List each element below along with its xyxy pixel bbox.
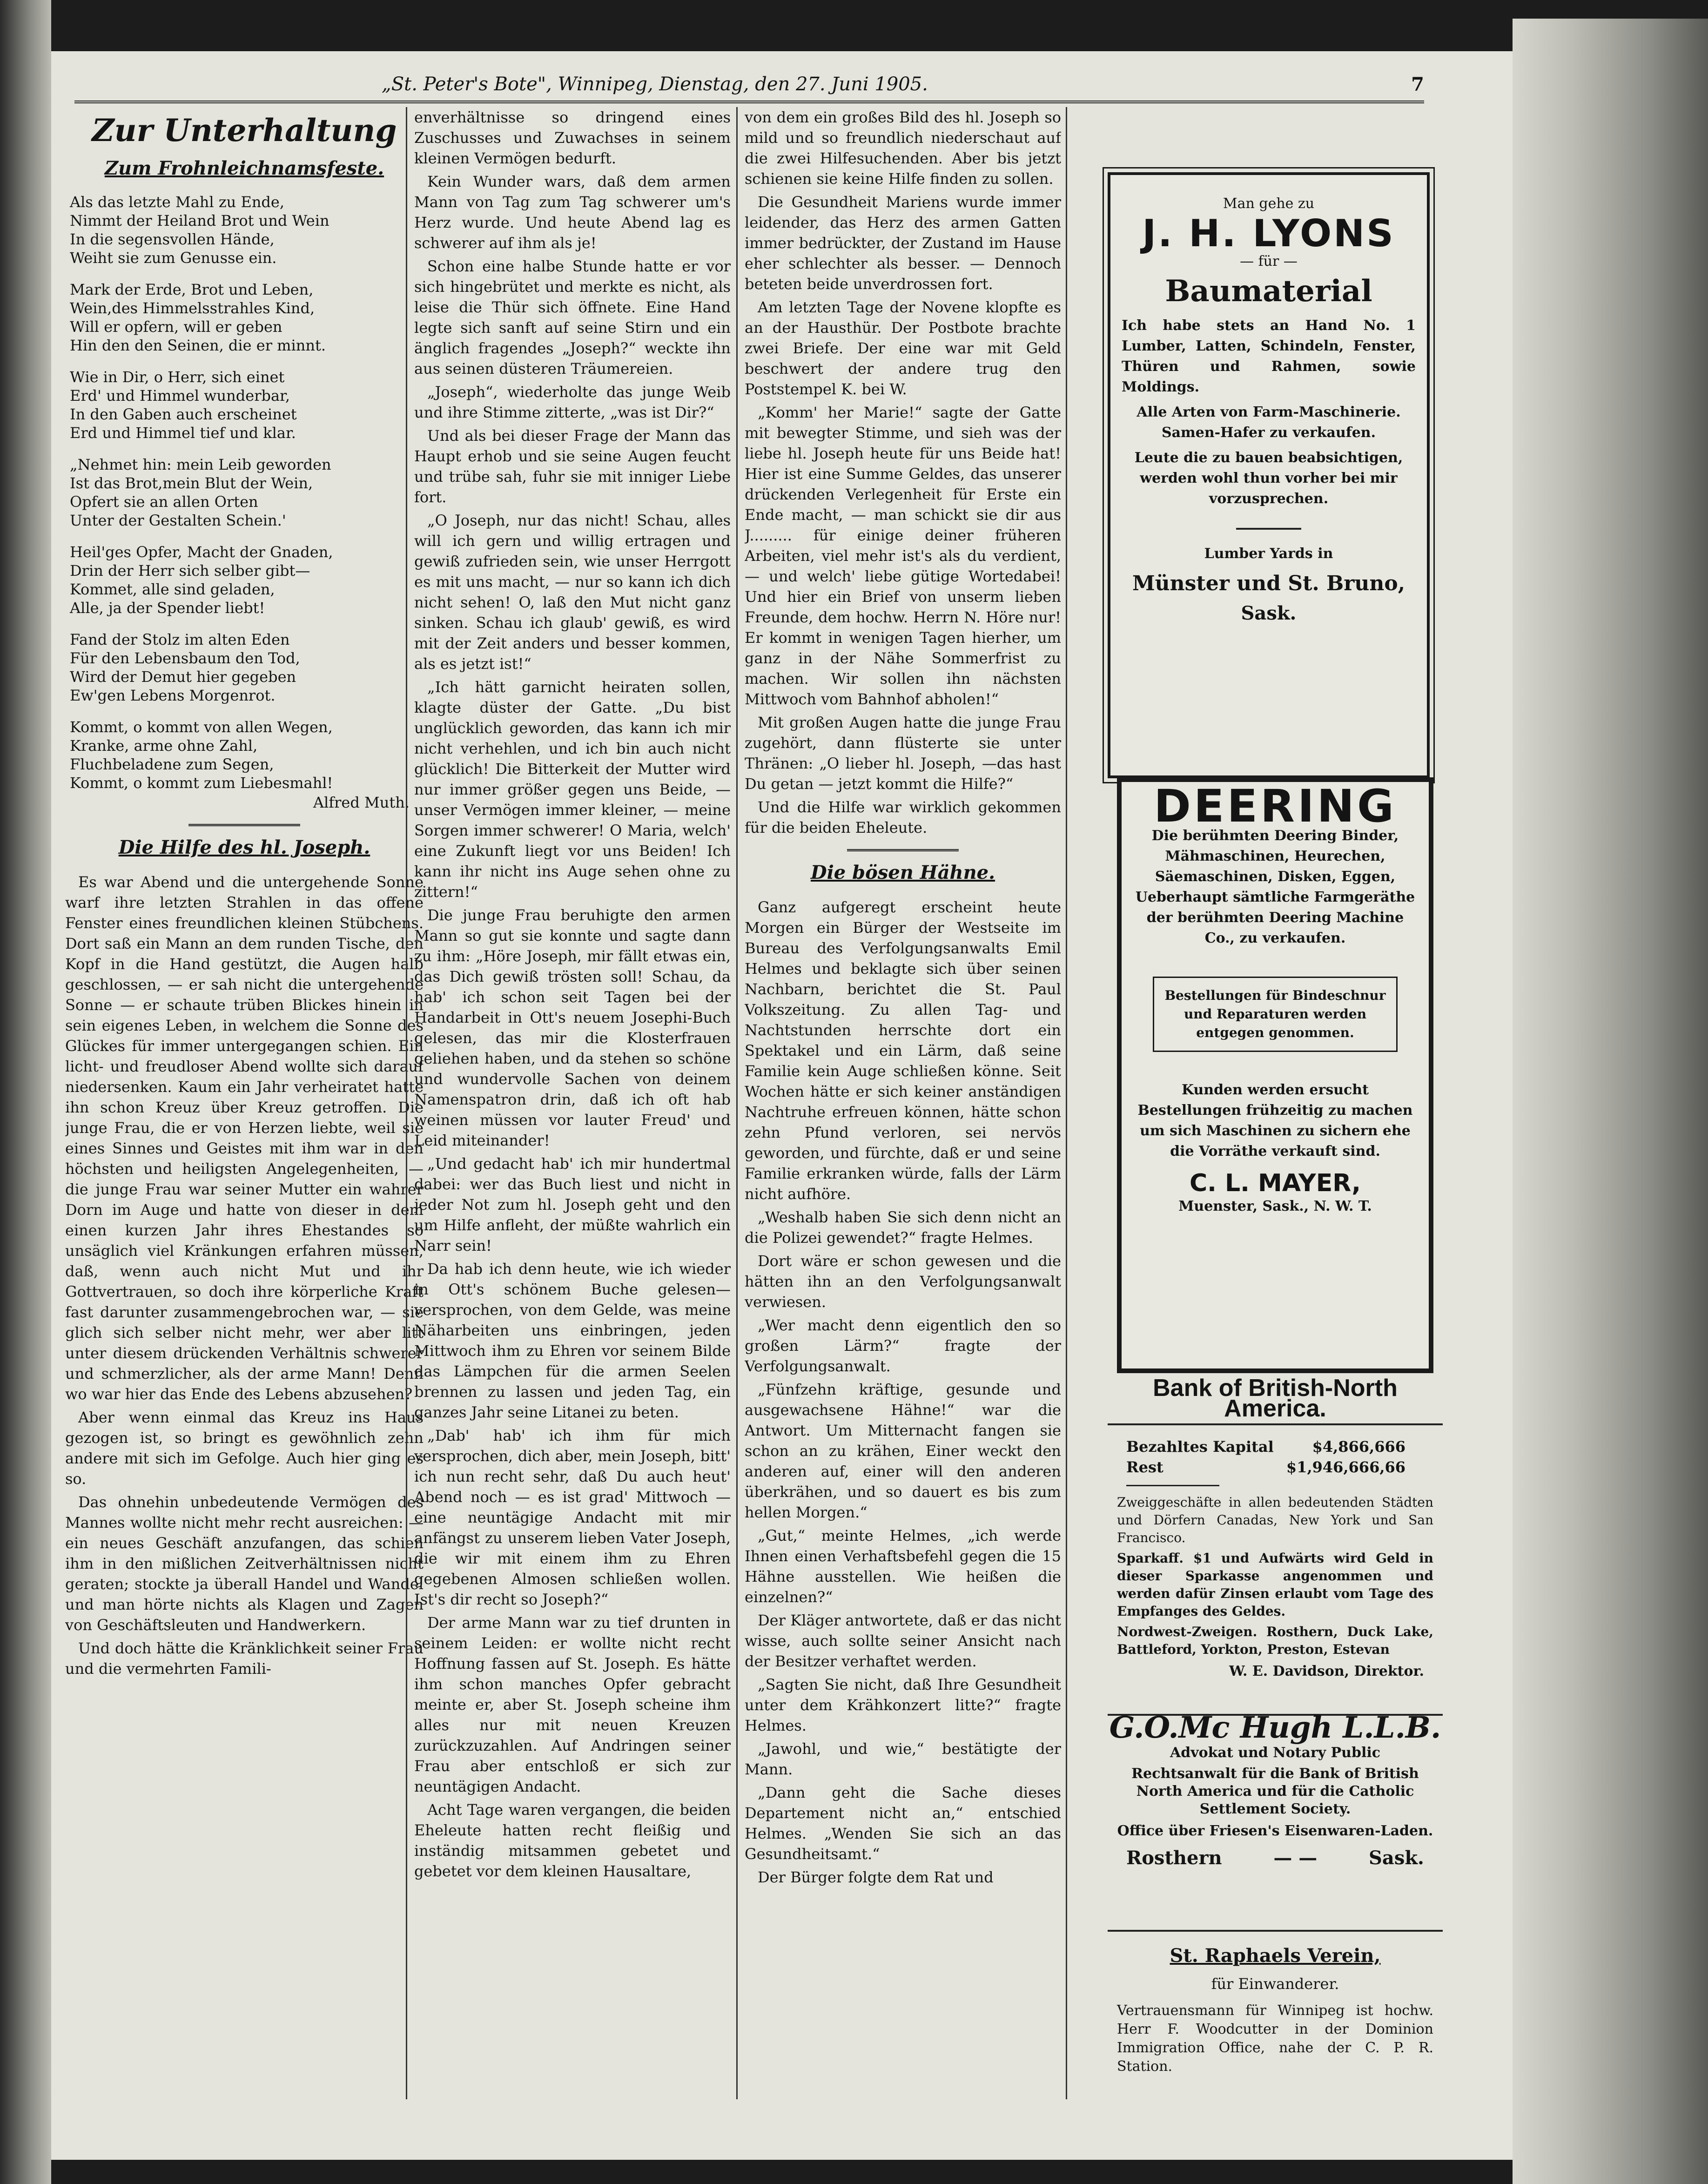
poem-author: Alfred Muth. xyxy=(313,794,410,811)
page-header xyxy=(56,70,1433,102)
ad-raphael-sub: für Einwanderer. xyxy=(1211,1975,1339,1993)
ad-bank-branches: Zweiggeschäfte in allen bedeutenden Städten und Dörfern Canadas, New York und San Francisco. xyxy=(1117,1495,1433,1545)
paragraph: „Ich hätt garnicht heiraten sollen, klagte düster der Gatte. „Du bist unglücklich geworden, das kann ich mir nicht verhehlen, und ich bin auch nicht glücklich! Die Bitterkeit der Mutter wird nur immer größer gegen uns Beide, — unser Vermögen immer kleiner, — meine Sorgen immer schwerer! O Maria, welch' eine Zukunft liegt vor uns Beiden! Ich kann ihr nicht ins Auge sehen ohne zu zittern!“ xyxy=(414,678,731,901)
ad-raphael-title: St. Raphaels Verein, xyxy=(1170,1945,1381,1967)
ad-lyons-province: Sask. xyxy=(1241,602,1297,624)
ad-mchugh-name: G.O.Mc Hugh L.L.B. xyxy=(1109,1710,1441,1745)
section-title: Zur Unterhaltung xyxy=(92,112,397,148)
poem-stanza: Heil'ges Opfer, Macht der Gnaden, Drin der Herr sich selber gibt— Kommet, alle sind geladen, Alle, ja der Spender liebt! xyxy=(70,543,333,617)
divider xyxy=(188,824,300,826)
ad-bank-rest-label: Rest xyxy=(1126,1458,1163,1476)
ad-deering-name: DEERING xyxy=(1154,780,1397,832)
ad-mchugh xyxy=(1108,1710,1443,1922)
column-3 xyxy=(745,107,1061,2099)
header-rule xyxy=(74,101,1424,103)
poem-stanza: Mark der Erde, Brot und Leben, Wein,des Himmelsstrahles Kind, Will er opfern, will er geben Hin den den Seinen, die er minnt. xyxy=(70,281,326,354)
paragraph: Mit großen Augen hatte die junge Frau zugehört, dann flüsterte sie unter Thränen: „O lieber hl. Joseph, —das hast Du getan — jetzt kommt die Hilfe?“ xyxy=(745,714,1061,793)
poem-stanza: Wie in Dir, o Herr, sich einet Erd' und Himmel wunderbar, In den Gaben auch erscheinet Erd und Himmel tief und klar. xyxy=(70,368,297,442)
column-rule xyxy=(1066,107,1067,2099)
paragraph: „Joseph“, wiederholte das junge Weib und ihre Stimme zitterte, „was ist Dir?“ xyxy=(414,383,731,421)
column-1 xyxy=(65,107,424,2099)
paragraph: Und doch hätte die Kränklichkeit seiner Frau und die vermehrten Famili- xyxy=(65,1639,424,1678)
ad-deering-dealer: C. L. MAYER, xyxy=(1190,1169,1361,1197)
ad-lyons-body: Ich habe stets an Hand No. 1 Lumber, Latten, Schindeln, Fenster, Thüren und Rahmen, sowie Moldings. xyxy=(1122,317,1416,395)
ad-deering-address: Muenster, Sask., N. W. T. xyxy=(1178,1198,1372,1214)
ad-mchugh-city: Rosthern xyxy=(1126,1847,1222,1869)
ad-mchugh-dash: — — xyxy=(1273,1847,1318,1869)
ad-bank-savings: Sparkaff. $1 und Aufwärts wird Geld in dieser Sparkasse angenommen und werden dafür Zinsen erlaubt vom Tage des Empfanges des Geldes. xyxy=(1117,1550,1433,1619)
paragraph: Der arme Mann war zu tief drunten in seinem Leiden: er wollte nicht recht Hoffnung fassen auf St. Joseph. Es hätte ihm schon manches Opfer gebracht meinte er, aber St. Joseph scheine ihm alles nur mit neuen Kreuzen zurückzuzahlen. Auf Andringen seiner Frau aber entschloß er sich zur neuntägigen Andacht. xyxy=(414,1614,731,1795)
paragraph: Aber wenn einmal das Kreuz ins Haus gezogen ist, so bringt es gewöhnlich zehn andere mit sich im Gefolge. Auch hier ging es so. xyxy=(65,1409,424,1488)
ad-deering-notice: Kunden werden ersucht Bestellungen frühzeitig zu machen um sich Maschinen zu sichern ehe die Vorräthe verkauft sind. xyxy=(1137,1082,1413,1159)
ad-lyons-intro: Man gehe zu xyxy=(1223,195,1315,212)
masthead: „St. Peter's Bote", Winnipeg, Dienstag, den 27. Juni 1905. xyxy=(382,74,928,95)
paragraph: Es war Abend und die untergehende Sonne warf ihre letzten Strahlen in das offene Fenster eines freundlichen kleinen Stübchens. Dort saß ein Mann an dem runden Tische, den Kopf in die Hand gestützt, die Augen halb geschlossen, — er sah nicht die untergehende Sonne — er schaute trüben Blickes hinein in sein eigenes Leben, in welchem die Sonne des Glückes für immer untergegangen schien. Ein licht- und freudloser Abend wollte sich darauf niedersenken. Kaum ein Jahr verheiratet hatte ihn schon Kreuz über Kreuz getroffen. Die junge Frau, die er von Herzen liebte, weil sie eines Sinnes und Geistes mit ihm war in den höchsten und heiligsten Angelegenheiten, — die junge Frau war seiner Mutter ein wahrer Dorn im Auge und hatte von dieser in dem einen kurzen Jahr ihres Ehestandes so unsäglich viel Kränkungen erfahren müssen, daß, wenn auch nicht Mut und ihr Gottvertrauen, so doch ihre körperliche Kraft fast darunter zusammengebrochen war, — sie glich sich selber nicht mehr, wer aber litt unter diesem drückenden Verhältnis schwerer und schmerzlicher, als der arme Mann! Denn wo war hier das Ende des Lebens abzusehen? xyxy=(65,873,424,1403)
paragraph: „Sagten Sie nicht, daß Ihre Gesundheit unter dem Krähkonzert litte?“ fragte Helmes. xyxy=(745,1676,1061,1734)
ad-lyons-places: Münster und St. Bruno, xyxy=(1132,572,1405,595)
paragraph: Die Gesundheit Mariens wurde immer leidender, das Herz des armen Gatten immer bedrückter, der Zustand im Hause eher schlechter als besser. — Dennoch beteten beide unverdrossen fort. xyxy=(745,193,1061,293)
poem-title: Zum Frohnleichnamsfeste. xyxy=(104,157,384,179)
paragraph: Das ohnehin unbedeutende Vermögen des Mannes wollte nicht mehr recht ausreichen: — ein neues Geschäft anzufangen, das schien ihm in den mißlichen Zeitverhältnissen nicht geraten; stockte ja überall Handel und Wandel und man hörte nichts als Klagen und Zagen von Geschäftsleuten und Handwerkern. xyxy=(65,1493,424,1634)
ad-mchugh-office: Office über Friesen's Eisenwaren-Laden. xyxy=(1117,1823,1433,1839)
paragraph: „O Joseph, nur das nicht! Schau, alles will ich gern und willig ertragen und gewiß zufrieden sein, wie unser Herrgott es mit uns macht, — nur so kann ich dich nicht sehen! O, laß den Mut nicht ganz sinken. Schau ich glaub' gewiß, es wird mit der Zeit anders und besser kommen, als es jetzt ist!“ xyxy=(414,512,731,673)
ad-bank-rest-row xyxy=(1126,1457,1405,1477)
column-rule xyxy=(736,107,738,2099)
story-title: Die Hilfe des hl. Joseph. xyxy=(118,836,370,858)
paragraph: „Wer macht denn eigentlich den so großen Lärm?“ fragte der Verfolgungsanwalt. xyxy=(745,1316,1061,1375)
page-content xyxy=(56,61,1452,2150)
divider xyxy=(847,849,959,851)
ad-bank-title: Bank of British-North America. xyxy=(1108,1378,1443,1425)
poem-stanza: „Nehmet hin: mein Leib geworden Ist das Brot,mein Blut der Wein, Opfert sie an allen Orten Unter der Gestalten Schein.' xyxy=(70,456,331,529)
poem-stanza: Als das letzte Mahl zu Ende, Nimmt der Heiland Brot und Wein In die segensvollen Hände, Weiht sie zum Genusse ein. xyxy=(70,193,329,267)
ad-mchugh-desc: Rechtsanwalt für die Bank of British North America und für die Catholic Settlement Society. xyxy=(1131,1766,1419,1817)
paragraph: Dort wäre er schon gewesen und die hätten ihn an den Verfolgungsanwalt verwiesen. xyxy=(745,1252,1061,1311)
paragraph: Ganz aufgeregt erscheint heute Morgen ein Bürger der Westseite im Bureau des Verfolgungsanwalts Emil Helmes und beklagte sich über seinen Nachbarn, berichtet die St. Paul Volkszeitung. Zu allen Tag- und Nachtstunden herrschte dort ein Spektakel und ein Lärm, daß seine Familie kein Auge schließen könne. Seit Wochen hätte er sich keiner anständigen Nachtruhe erfreuen können, hätte schon zehn Pfund verloren, sei nervös geworden, und fürchte, daß er und seine Familie erkranken würde, falls der Lärm nicht aufhöre. xyxy=(745,898,1061,1203)
paragraph: Und als bei dieser Frage der Mann das Haupt erhob und sie seine Augen feucht und trübe sah, fuhr sie mit inniger Liebe fort. xyxy=(414,427,731,506)
ad-bank-director: W. E. Davidson, Direktor. xyxy=(1229,1663,1424,1679)
ad-deering-order-box: Bestellungen für Bindeschnur und Reparaturen werden entgegen genommen. xyxy=(1153,977,1398,1052)
paragraph: Die junge Frau beruhigte den armen Mann so gut sie konnte und sagte dann zu ihm: „Höre Joseph, mir fällt etwas ein, das Dich gewiß trösten soll! Schau, da hab' ich schon seit Tagen bei der Handarbeit in Ott's neuem Josephi-Buch gelesen, das mir die Klosterfrauen geliehen haben, und da stehen so schöne und wundervolle Sachen von deinem Namenspatron drin, daß ich oft hab weinen müssen vor lauter Freud' und Leid miteinander! xyxy=(414,906,731,1149)
ad-bank-rest-value: $1,946,666,66 xyxy=(1286,1458,1405,1476)
ad-rule xyxy=(1108,1930,1443,1932)
ad-lyons-yards: Lumber Yards in xyxy=(1204,546,1333,562)
ad-lyons-fuer: — für — xyxy=(1240,253,1298,270)
paragraph: „Fünfzehn kräftige, gesunde und ausgewachsene Hähne!“ war die Antwort. Um Mitternacht fangen sie schon an zu krähen, Einer weckt den anderen auf, einer will den anderen überkrähen, und so dauert es bis zum hellen Morgen.“ xyxy=(745,1381,1061,1521)
paragraph: „Gut,“ meinte Helmes, „ich werde Ihnen einen Verhaftsbefehl gegen die 15 Hähne ausstellen. Wie heißen die einzelnen?“ xyxy=(745,1527,1061,1606)
ad-bank-capital-value: $4,866,666 xyxy=(1312,1438,1405,1456)
paragraph: Der Bürger folgte dem Rat und xyxy=(758,1868,994,1886)
ad-lyons-body2: Alle Arten von Farm-Maschinerie. Samen-Hafer zu verkaufen. xyxy=(1136,404,1401,441)
ad-bank xyxy=(1108,1375,1443,1704)
poem-stanza: Fand der Stolz im alten Eden Für den Lebensbaum den Tod, Wird der Demut hier gegeben Ew'gen Lebens Morgenrot. xyxy=(70,631,300,704)
paragraph: Kein Wunder wars, daß dem armen Mann von Tag zum Tag schwerer um's Herz wurde. Und heute Abend lag es schwerer auf ihm als je! xyxy=(414,173,731,252)
ad-lyons-name: J. H. LYONS xyxy=(1142,212,1395,255)
ad-bank-capital-label: Bezahltes Kapital xyxy=(1126,1438,1274,1456)
paragraph: Acht Tage waren vergangen, die beiden Eheleute hatten recht fleißig und inständig mitsammen gebetet und gebetet vor dem kleinen Hausaltare, xyxy=(414,1801,731,1880)
scan-left-edge xyxy=(0,0,51,2184)
ad-bank-nw: Nordwest-Zweigen. Rosthern, Duck Lake, Battleford, Yorkton, Preston, Estevan xyxy=(1117,1624,1433,1657)
column-2 xyxy=(414,107,731,2099)
paragraph: „Jawohl, und wie,“ bestätigte der Mann. xyxy=(745,1740,1061,1778)
poem-stanza: Kommt, o kommt von allen Wegen, Kranke, arme ohne Zahl, Fluchbeladene zum Segen, Kommt, o kommt zum Liebesmahl! xyxy=(70,718,333,792)
ad-lyons-product: Baumaterial xyxy=(1165,274,1372,309)
ad-mchugh-location xyxy=(1126,1848,1424,1868)
column-4-ads xyxy=(1070,107,1471,2146)
ad-mchugh-title: Advokat und Notary Public xyxy=(1170,1745,1381,1761)
page-number: 7 xyxy=(1411,74,1424,95)
ad-lyons xyxy=(1108,172,1430,778)
paragraph: Am letzten Tage der Novene klopfte es an der Hausthür. Der Postbote brachte zwei Briefe. Der eine war mit Geld beschwert der andere trug den Poststempel K. bei W. xyxy=(745,298,1061,398)
paragraph: „Weshalb haben Sie sich denn nicht an die Polizei gewendet?“ fragte Helmes. xyxy=(745,1208,1061,1247)
story-title: Die bösen Hähne. xyxy=(810,862,995,883)
paragraph: Und die Hilfe war wirklich gekommen für die beiden Eheleute. xyxy=(745,798,1061,836)
ad-raphael xyxy=(1108,1936,1443,2113)
ad-lyons-body3: Leute die zu bauen beabsichtigen, werden wohl thun vorher bei mir vorzusprechen. xyxy=(1134,450,1403,507)
divider xyxy=(1236,528,1301,530)
ad-raphael-body: Vertrauensmann für Winnipeg ist hochw. Herr F. Woodcutter in der Dominion Immigration Office, nahe der C. P. R. Station. xyxy=(1117,2002,1433,2075)
paragraph: „Und gedacht hab' ich mir hundertmal dabei: wer das Buch liest und nicht in jeder Not zum hl. Joseph geht und den um Hilfe anfleht, der müßte wahrlich ein Narr sein! xyxy=(414,1155,731,1254)
paragraph: „Dab' hab' ich ihm für mich versprochen, dich aber, mein Joseph, bitt' ich nun recht sehr, daß Du auch heut' Abend noch — es ist grad' Mittwoch —eine neuntägige Andacht mit mir anfängst zu unserem lieben Vater Joseph, die wir mit einem ihm zu Ehren gegebenen Almosen schließen wollen. Ist's dir recht so Joseph?“ xyxy=(414,1427,731,1608)
paragraph: von dem ein großes Bild des hl. Joseph so mild und so freundlich niederschaut auf die zwei Hilfesuchenden. Aber bis jetzt schienen sie keine Hilfe finden zu sollen. xyxy=(745,108,1061,188)
paragraph: enverhältnisse so dringend eines Zuschusses und Zuwachses in seinem kleinen Vermögen bedurft. xyxy=(414,108,731,167)
ad-deering-body: Die berühmten Deering Binder, Mähmaschinen, Heurechen, Säemaschinen, Disken, Eggen, Ueberhaupt sämtliche Farmgeräthe der berühmten Deering Machine Co., zu verkaufen. xyxy=(1135,828,1415,946)
paragraph: Da hab ich denn heute, wie ich wieder in Ott's schönem Buche gelesen— versprochen, von dem Gelde, was meine Näharbeiten uns einbringen, jeden Mittwoch ihm zu Ehren vor seinem Bilde das Lämpchen für die armen Seelen brennen zu lassen und jeden Tag, ein ganzes Jahr seine Litanei zu beten. xyxy=(414,1260,731,1421)
paragraph: Schon eine halbe Stunde hatte er vor sich hingebrütet und merkte es nicht, als leise die Thür sich öffnete. Eine Hand legte sich sanft auf seine Stirn und ein änglich fragendes „Joseph?“ weckte ihn aus seinen düsteren Träumereien. xyxy=(414,257,731,377)
ad-mchugh-province: Sask. xyxy=(1369,1847,1424,1869)
ad-deering xyxy=(1117,777,1433,1373)
column-rule xyxy=(406,107,407,2099)
paragraph: Der Kläger antwortete, daß er das nicht wisse, auch sollte seiner Ansicht nach der Besitzer verhaftet werden. xyxy=(745,1611,1061,1670)
ad-bank-capital-row xyxy=(1126,1436,1405,1457)
scan-binding-edge xyxy=(1513,19,1708,2184)
paragraph: „Komm' her Marie!“ sagte der Gatte mit bewegter Stimme, und sieh was der liebe hl. Joseph heute für uns Beide hat! Hier ist eine Summe Geldes, das unserer drückenden Verlegenheit für Erste ein Ende macht, — man schickt sie dir aus J......... für einige deiner früheren Arbeiten, viel mehr ist's als du verdient, — und welch' liebe gütige Wortedabei! Und hier ein Brief von unserm lieben Freunde, dem hochw. Herrn N. Höre nur! Er kommt in wenigen Tagen hierher, um ganz in der Nähe Sommerfrist zu machen. Wir sollen ihn nächsten Mittwoch vom Bahnhof abholen!“ xyxy=(745,404,1061,708)
divider xyxy=(1126,1485,1219,1486)
paragraph: „Dann geht die Sache dieses Departement nicht an,“ entschied Helmes. „Wenden Sie sich an das Gesundheitsamt.“ xyxy=(745,1784,1061,1863)
